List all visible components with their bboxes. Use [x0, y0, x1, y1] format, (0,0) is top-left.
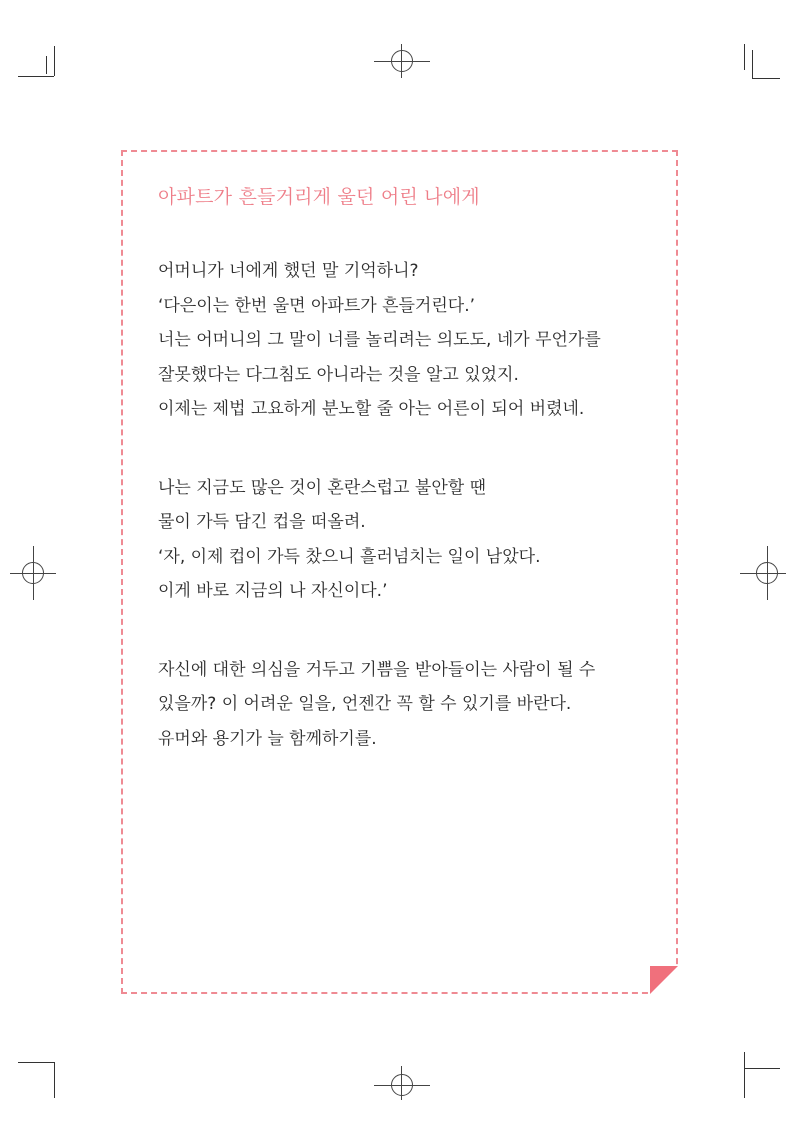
body-line: 이게 바로 지금의 나 자신이다.’ [158, 581, 388, 601]
body-line: 이제는 제법 고요하게 분노할 줄 아는 어른이 되어 버렸네. [158, 399, 585, 419]
body-line: 잘못했다는 다그침도 아니라는 것을 알고 있었지. [158, 364, 519, 385]
body-line: 있을까? 이 어려운 일을, 언젠간 꼭 할 수 있기를 바란다. [158, 694, 572, 714]
paragraph-2 [158, 471, 658, 609]
paragraph-3 [158, 653, 658, 757]
paragraph-1 [158, 254, 658, 427]
body-line: 나는 지금도 많은 것이 혼란스럽고 불안할 땐 [158, 477, 487, 498]
body-line: 너는 어머니의 그 말이 너를 놀리려는 의도도, 네가 무언가를 [158, 330, 601, 350]
body-line: 물이 가득 담긴 컵을 떠올려. [158, 512, 366, 532]
body-line: ‘자, 이제 컵이 가득 찼으니 흘러넘치는 일이 남았다. [158, 546, 541, 567]
body-line: ‘다은이는 한번 울면 아파트가 흔들거린다.’ [158, 295, 476, 316]
folded-corner-icon [650, 966, 678, 994]
body-line: 어머니가 너에게 했던 말 기억하니? [158, 261, 419, 281]
body-line: 자신에 대한 의심을 거두고 기쁨을 받아들이는 사람이 될 수 [158, 659, 596, 680]
letter-body [158, 254, 658, 800]
body-line: 유머와 용기가 늘 함께하기를. [158, 728, 377, 749]
letter-title: 아파트가 흔들거리게 울던 어린 나에게 [158, 186, 480, 208]
